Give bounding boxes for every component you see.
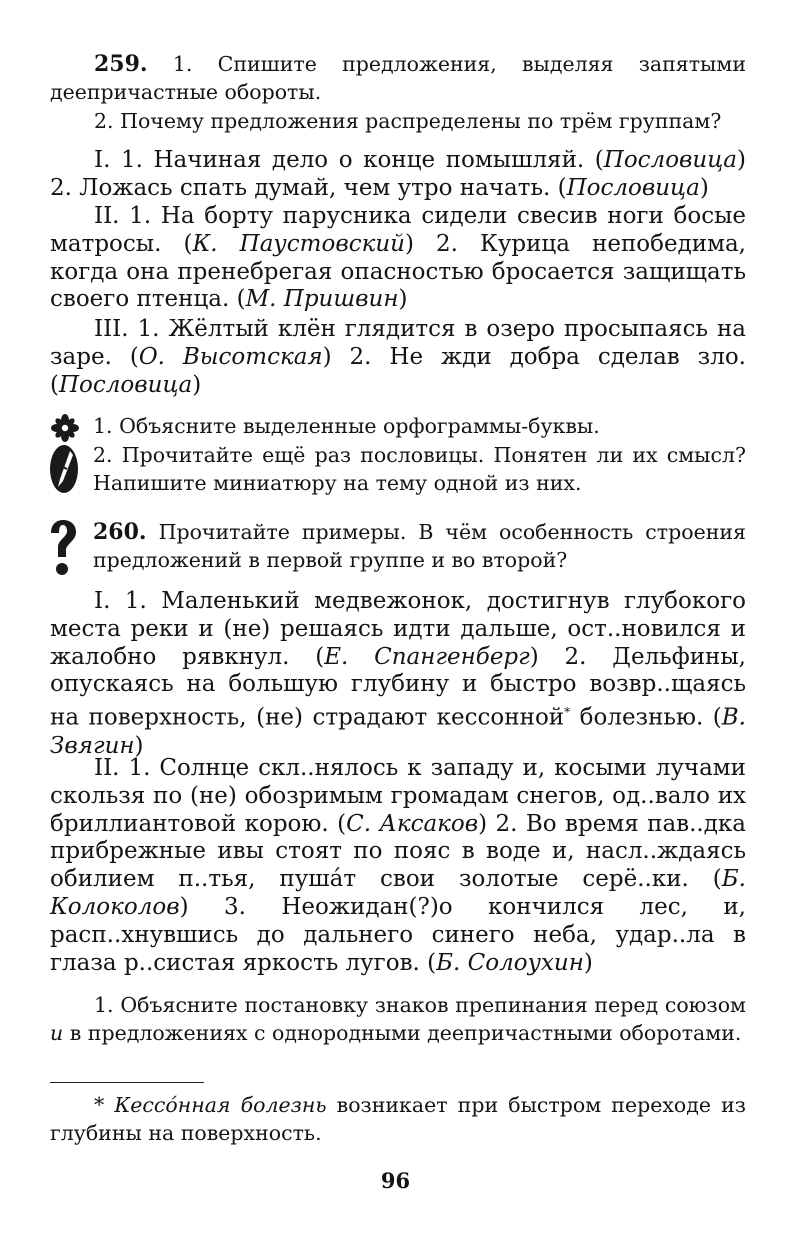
ex260-group2: II. 1. Солнце скл..нялось к западу и, косыми лучами скользя по (не) обозримым громадам снегов, од..вало их бриллиантовой корою. (С. Аксаков) 2. Во время пав..дка прибрежные ивы стоят по пояс в воде и, насл..ждаясь обилием п..тья, пуша́т свои золотые серё..ки. (Б. Колоколов) 3. Неожидан(?)о кончился лес, и, расп..хнувшись до дальнего синего неба, удар..ла в глаза р..систая яркость лугов. (Б. Солоухин): [50, 755, 746, 976]
question-icon: [48, 519, 78, 581]
footnote: * Кессо́нная болезнь возникает при быстром переходе из глубины на поверхность.: [50, 1093, 746, 1145]
exercise-number: 260.: [93, 519, 147, 545]
ex259-group2: II. 1. На борту парусника сидели свесив ноги босые матросы. (К. Паустовский) 2. Курица непобедима, когда она пренебрегая опасностью бросается защищать своего птенца. (М. Пришвин): [50, 203, 746, 313]
ex260-task: 260. Прочитайте примеры. В чём особенность строения предложений в первой группе и во второй?: [93, 519, 746, 572]
ex259-task2: 2. Почему предложения распределены по трём группам?: [94, 109, 722, 133]
ex259-extra2: 2. Прочитайте ещё раз пословицы. Понятен ли их смысл? Напишите миниатюру на тему одной из них.: [93, 443, 746, 495]
ex259-group1: I. 1. Начиная дело о конце помышляй. (Пословица) 2. Ложась спать думай, чем утро начать. (Пословица): [50, 147, 746, 201]
ex260-group1: I. 1. Маленький медвежонок, достигнув глубокого места реки и (не) решаясь идти дальше, ост..новился и жалобно рявкнул. (Е. Спангенберг) 2. Дельфины, опускаясь на большую глубину и быстро возвр..щаясь на поверхность, (не) страдают кессонной* болезнью. (В. Звягин): [50, 588, 746, 759]
exercise-number: 259.: [94, 51, 148, 77]
ex259-task1: 259. 1. Спишите предложения, выделяя запятыми деепричастные обороты.: [50, 51, 746, 104]
ex260-task2: 1. Объясните постановку знаков препинания перед союзом и в предложениях с однородными деепричастными оборотами.: [50, 993, 746, 1045]
page-number: 96: [380, 1168, 411, 1193]
footnote-rule: [50, 1082, 204, 1083]
ex259-group3: III. 1. Жёлтый клён глядится в озеро просыпаясь на заре. (О. Высотская) 2. Не жди добра сделав зло. (Пословица): [50, 316, 746, 398]
flower-icon: [50, 413, 80, 447]
pen-icon: [48, 443, 80, 499]
ex259-extra1: 1. Объясните выделенные орфограммы-буквы.: [93, 414, 600, 438]
